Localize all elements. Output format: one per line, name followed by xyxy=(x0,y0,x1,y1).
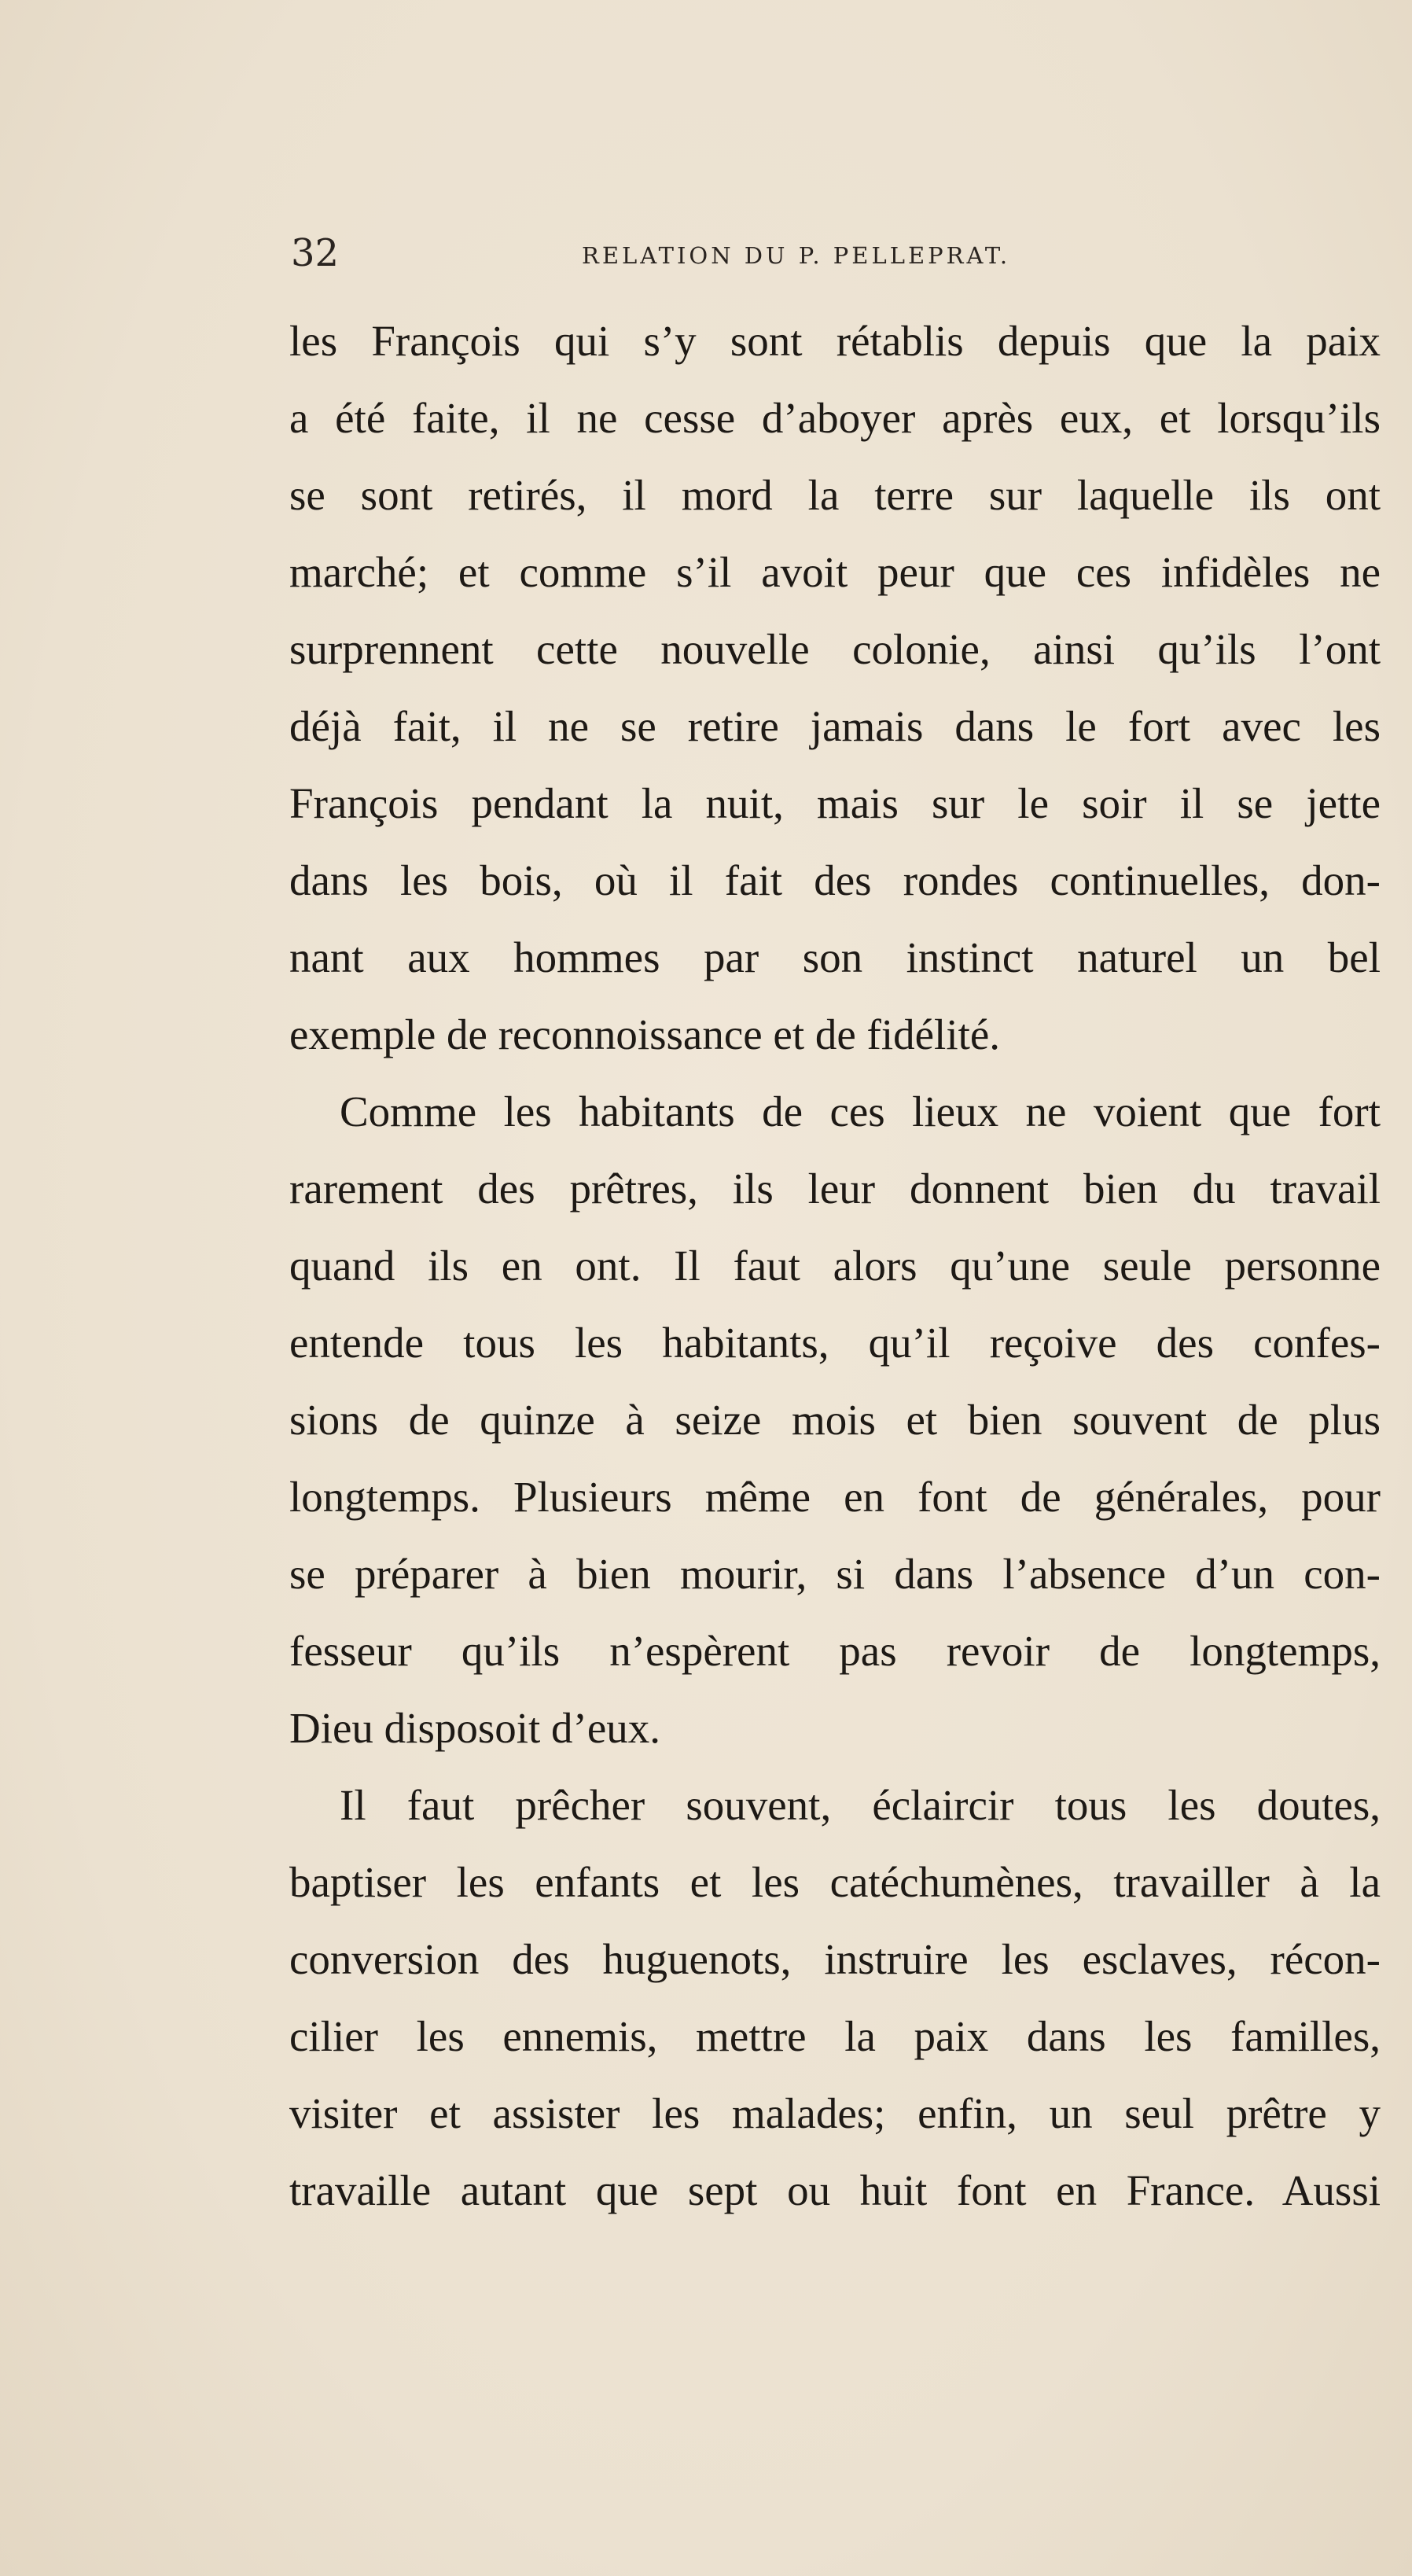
running-title: RELATION DU P. PELLEPRAT. xyxy=(582,242,1011,269)
text-line: rarement des prêtres, ils leur donnent bien du travail xyxy=(289,1165,1381,1213)
text-line: marché; et comme s’il avoit peur que ces infidèles ne xyxy=(289,548,1381,596)
text-line: visiter et assister les malades; enfin, un seul prêtre y xyxy=(289,2089,1381,2137)
text-line: les François qui s’y sont rétablis depuis que la paix xyxy=(289,317,1381,365)
body-text xyxy=(289,303,1381,2229)
text-line: baptiser les enfants et les catéchumènes, travailler à la xyxy=(289,1858,1381,1906)
text-line: nant aux hommes par son instinct naturel un bel xyxy=(289,933,1381,981)
text-line: conversion des huguenots, instruire les esclaves, récon- xyxy=(289,1935,1381,1983)
text-line: a été faite, il ne cesse d’aboyer après eux, et lorsqu’ils xyxy=(289,394,1381,442)
paragraph-start-line: Comme les habitants de ces lieux ne voient que fort xyxy=(340,1087,1381,1135)
text-line: François pendant la nuit, mais sur le soir il se jette xyxy=(289,779,1381,827)
text-line: surprennent cette nouvelle colonie, ainsi qu’ils l’ont xyxy=(289,625,1381,673)
text-line: déjà fait, il ne se retire jamais dans le fort avec les xyxy=(289,702,1381,750)
text-line: entende tous les habitants, qu’il reçoive des confes- xyxy=(289,1319,1381,1367)
text-line: sions de quinze à seize mois et bien souvent de plus xyxy=(289,1396,1381,1444)
page-number: 32 xyxy=(291,231,340,275)
text-line: travaille autant que sept ou huit font en France. Aussi xyxy=(289,2166,1381,2214)
paragraph-end-line: exemple de reconnoissance et de fidélité. xyxy=(289,1010,1001,1058)
paragraph-end-line: Dieu disposoit d’eux. xyxy=(289,1704,661,1752)
text-line: longtemps. Plusieurs même en font de générales, pour xyxy=(289,1473,1381,1521)
text-line: cilier les ennemis, mettre la paix dans les familles, xyxy=(289,2012,1381,2060)
text-line: dans les bois, où il fait des rondes continuelles, don- xyxy=(289,856,1381,904)
text-line: quand ils en ont. Il faut alors qu’une seule personne xyxy=(289,1242,1381,1290)
text-line: se préparer à bien mourir, si dans l’absence d’un con- xyxy=(289,1550,1381,1598)
page-header xyxy=(291,230,1091,277)
text-line: fesseur qu’ils n’espèrent pas revoir de longtemps, xyxy=(289,1627,1381,1675)
paragraph-start-line: Il faut prêcher souvent, éclaircir tous les doutes, xyxy=(340,1781,1381,1829)
text-line: se sont retirés, il mord la terre sur laquelle ils ont xyxy=(289,471,1381,519)
